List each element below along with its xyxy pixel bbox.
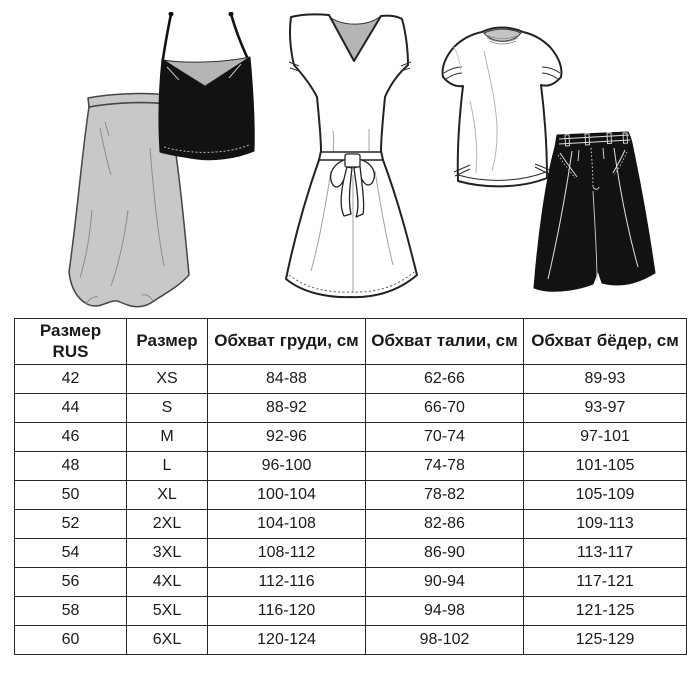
tshirt-body <box>443 28 562 187</box>
size-table-body <box>15 365 687 655</box>
table-cell: 44 <box>15 394 127 423</box>
tshirt-illustration <box>434 25 570 192</box>
table-cell: 4XL <box>127 568 208 597</box>
table-row <box>15 597 687 626</box>
table-row <box>15 568 687 597</box>
size-table-header <box>15 319 687 365</box>
table-row <box>15 510 687 539</box>
table-cell: 109-113 <box>524 510 687 539</box>
table-cell: 104-108 <box>208 510 366 539</box>
header-row <box>15 319 687 365</box>
table-row <box>15 481 687 510</box>
header-chest <box>208 319 366 365</box>
table-row <box>15 365 687 394</box>
table-cell: S <box>127 394 208 423</box>
table-cell: 101-105 <box>524 452 687 481</box>
table-cell: 116-120 <box>208 597 366 626</box>
table-cell: XL <box>127 481 208 510</box>
table-cell: 105-109 <box>524 481 687 510</box>
table-row <box>15 539 687 568</box>
table-cell: XS <box>127 365 208 394</box>
table-cell: 3XL <box>127 539 208 568</box>
table-cell: 113-117 <box>524 539 687 568</box>
header-line: Обхват бёдер, см <box>531 331 679 351</box>
camisole-straps <box>163 14 247 59</box>
table-cell: 96-100 <box>208 452 366 481</box>
table-cell: 42 <box>15 365 127 394</box>
table-cell: 60 <box>15 626 127 655</box>
table-cell: 98-102 <box>366 626 524 655</box>
table-cell: 117-121 <box>524 568 687 597</box>
table-cell: 82-86 <box>366 510 524 539</box>
header-line: Обхват груди, см <box>214 331 359 351</box>
table-cell: 108-112 <box>208 539 366 568</box>
header-waist <box>366 319 524 365</box>
size-table <box>14 318 687 655</box>
table-cell: 88-92 <box>208 394 366 423</box>
table-cell: 121-125 <box>524 597 687 626</box>
table-cell: 84-88 <box>208 365 366 394</box>
table-cell: 58 <box>15 597 127 626</box>
header-line: Обхват талии, см <box>371 331 518 351</box>
table-row <box>15 626 687 655</box>
table-cell: 46 <box>15 423 127 452</box>
table-cell: 78-82 <box>366 481 524 510</box>
table-cell: 66-70 <box>366 394 524 423</box>
header-line: RUS <box>52 341 89 361</box>
table-cell: 112-116 <box>208 568 366 597</box>
table-cell: 90-94 <box>366 568 524 597</box>
header-size-intl <box>127 319 208 365</box>
table-cell: 89-93 <box>524 365 687 394</box>
header-line: Размер <box>136 331 198 351</box>
table-cell: 125-129 <box>524 626 687 655</box>
table-cell: 100-104 <box>208 481 366 510</box>
table-cell: 93-97 <box>524 394 687 423</box>
table-cell: 52 <box>15 510 127 539</box>
table-cell: 48 <box>15 452 127 481</box>
dress-illustration <box>281 13 421 308</box>
table-cell: 5XL <box>127 597 208 626</box>
table-cell: 74-78 <box>366 452 524 481</box>
camisole-illustration <box>157 12 257 162</box>
table-cell: 97-101 <box>524 423 687 452</box>
table-cell: 50 <box>15 481 127 510</box>
table-cell: 120-124 <box>208 626 366 655</box>
table-cell: M <box>127 423 208 452</box>
table-cell: 56 <box>15 568 127 597</box>
table-cell: 70-74 <box>366 423 524 452</box>
table-cell: 2XL <box>127 510 208 539</box>
table-cell: L <box>127 452 208 481</box>
table-cell: 54 <box>15 539 127 568</box>
table-cell: 62-66 <box>366 365 524 394</box>
table-row <box>15 452 687 481</box>
table-row <box>15 423 687 452</box>
table-cell: 92-96 <box>208 423 366 452</box>
table-cell: 94-98 <box>366 597 524 626</box>
table-cell: 86-90 <box>366 539 524 568</box>
header-line: Размер <box>39 321 102 341</box>
header-size-rus <box>15 319 127 365</box>
header-hips <box>524 319 687 365</box>
table-cell: 6XL <box>127 626 208 655</box>
table-row <box>15 394 687 423</box>
